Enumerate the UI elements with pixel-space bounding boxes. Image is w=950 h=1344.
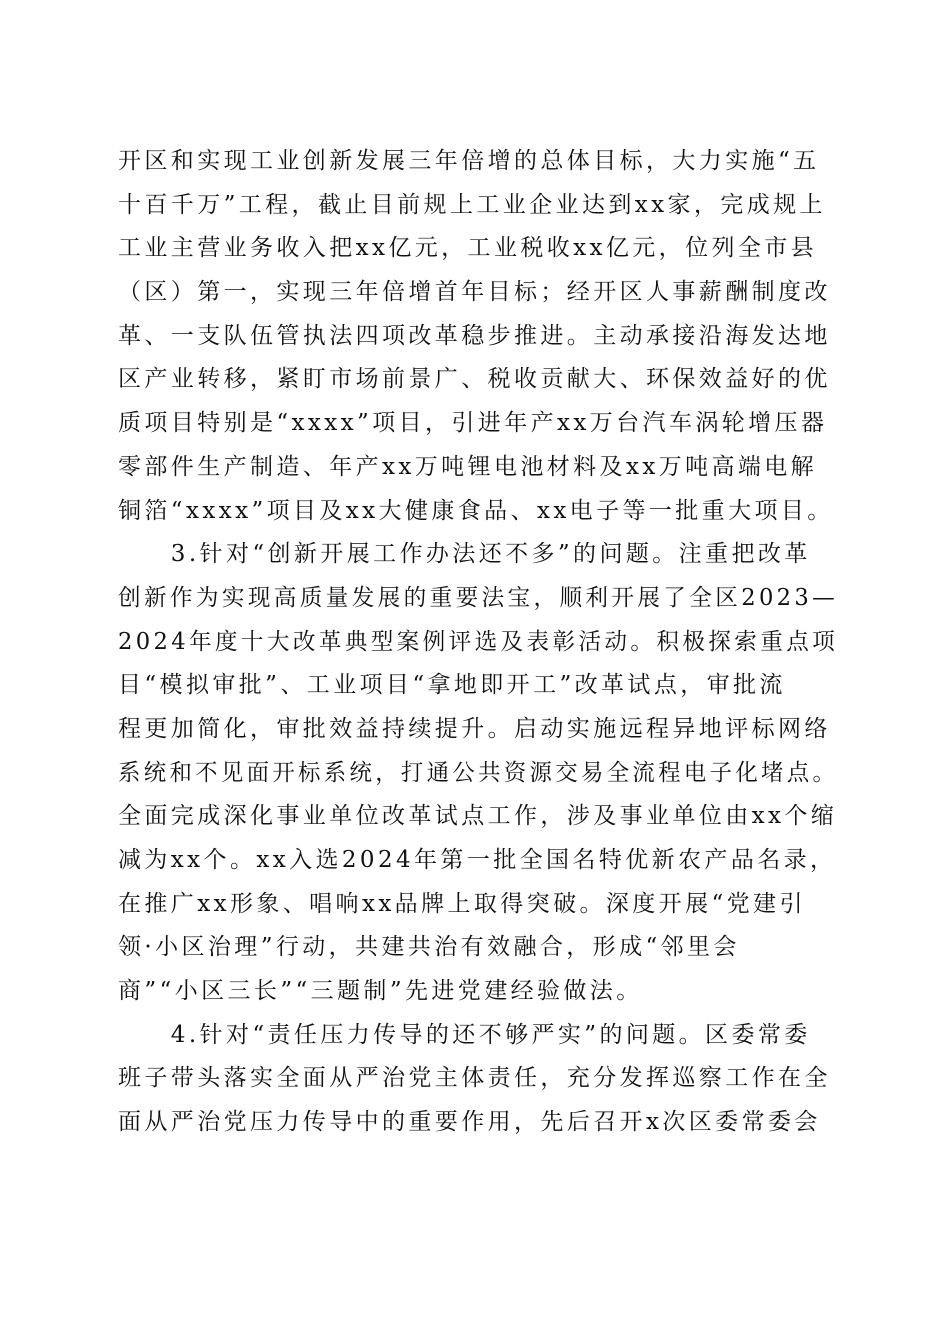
text-line: 2024年度十大改革典型案例评选及表彰活动。积极探索重点项 [118, 628, 839, 655]
text-line: 在推广xx形象、唱响xx品牌上取得突破。深度开展“党建引 [118, 890, 806, 917]
text-line: （区）第一，实现三年倍增首年目标；经开区人事薪酬制度改 [118, 279, 831, 306]
text-line: 工业主营业务收入把xx亿元，工业税收xx亿元，位列全市县 [118, 235, 818, 262]
text-line: 目“模拟审批”、工业项目“拿地即开工”改革试点，审批流 [118, 672, 786, 699]
body-text [118, 140, 838, 1145]
paragraph-4-start: 4.针对“责任压力传导的还不够严实”的问题。区委常委 [118, 1021, 811, 1048]
text-line: 质项目特别是“xxxx”项目，引进年产xx万台汽车涡轮增压器 [118, 410, 828, 437]
text-line: 商”“小区三长”“三题制”先进党建经验做法。 [118, 978, 643, 1005]
text-line: 全面完成深化事业单位改革试点工作，涉及事业单位由xx个缩 [118, 803, 838, 830]
text-line: 程更加简化，审批效益持续提升。启动实施远程异地评标网络 [118, 715, 831, 742]
text-line: 开区和实现工业创新发展三年倍增的总体目标，大力实施“五 [118, 148, 820, 174]
text-line: 班子带头落实全面从严治党主体责任，充分发挥巡察工作在全 [118, 1065, 831, 1092]
text-line: 零部件生产制造、年产xx万吨锂电池材料及xx万吨高端电解 [118, 453, 818, 480]
text-line: 减为xx个。xx入选2024年第一批全国名特优新农产品名录， [118, 847, 837, 873]
text-line: 创新作为实现高质量发展的重要法宝，顺利开展了全区2023— [118, 584, 839, 611]
text-line: 革、一支队伍管执法四项改革稳步推进。主动承接沿海发达地 [118, 322, 831, 349]
text-line: 面从严治党压力传导中的重要作用，先后召开x次区委常委会 [118, 1109, 821, 1136]
text-line: 铜箔“xxxx”项目及xx大健康食品、xx电子等一批重大项目。 [118, 497, 834, 524]
text-line: 系统和不见面开标系统，打通公共资源交易全流程电子化堵点。 [118, 759, 839, 786]
text-line: 十百千万”工程，截止目前规上工业企业达到xx家，完成规上 [118, 191, 826, 218]
text-line: 领·小区治理”行动，共建共治有效融合，形成“邻里会 [118, 934, 740, 961]
text-line: 区产业转移，紧盯市场前景广、税收贡献大、环保效益好的优 [118, 366, 831, 393]
paragraph-3-start: 3.针对“创新开展工作办法还不多”的问题。注重把改革 [118, 541, 811, 568]
